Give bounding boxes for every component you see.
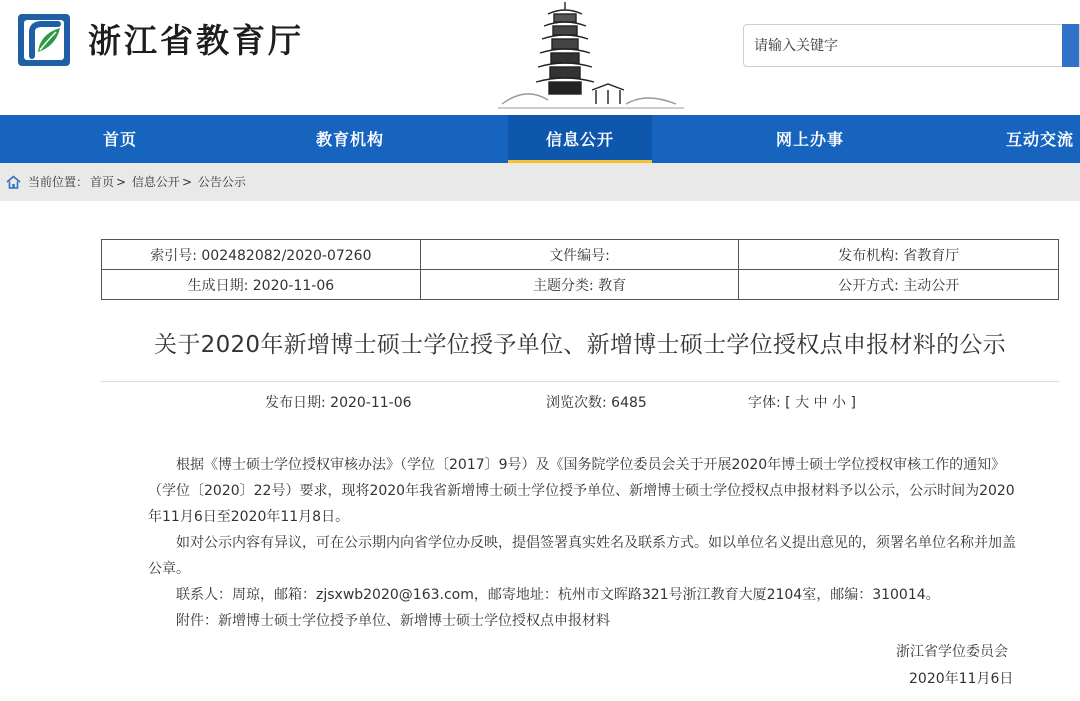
table-row	[102, 270, 1059, 300]
article-body	[148, 452, 1018, 634]
meta-created-date: 生成日期: 2020-11-06	[102, 270, 421, 300]
table-row	[102, 240, 1059, 270]
breadcrumb-prefix: 当前位置：	[28, 175, 89, 189]
site-title[interactable]: 浙江省教育厅	[88, 21, 304, 60]
attachment-link[interactable]: 附件：新增博士硕士学位授予单位、新增博士硕士学位授权点申报材料	[176, 613, 610, 629]
search-box	[743, 24, 1080, 67]
meta-index-no: 索引号: 002482082/2020-07260	[102, 240, 421, 270]
breadcrumb-link-home[interactable]: 首页	[90, 175, 115, 189]
article-title: 关于2020年新增博士硕士学位授予单位、新增博士硕士学位授权点申报材料的公示	[154, 332, 1006, 358]
meta-topic: 主题分类: 教育	[420, 270, 739, 300]
breadcrumb-bar	[0, 163, 1080, 201]
site-header	[0, 0, 1080, 115]
article-paragraph: 如对公示内容有异议，可在公示期内向省学位办反映，提倡签署真实姓名及联系方式。如以单位名义提出意见的，须署名单位名称并加盖公章。	[148, 535, 1016, 577]
nav-item-online-services[interactable]: 网上办事	[775, 130, 844, 149]
meta-doc-no: 文件编号:	[420, 240, 739, 270]
document-meta-table	[101, 239, 1059, 300]
nav-item-info-disclosure[interactable]: 信息公开	[508, 115, 652, 163]
nav-item-institutions[interactable]: 教育机构	[315, 130, 384, 149]
home-icon	[6, 175, 21, 189]
font-size-control	[748, 393, 856, 413]
view-count: 浏览次数: 6485	[546, 395, 647, 411]
font-size-bracket: ]	[850, 395, 856, 411]
sign-date: 2020年11月6日	[909, 671, 1014, 687]
breadcrumb-link-info[interactable]: 信息公开	[131, 175, 180, 189]
font-large-button[interactable]: 大	[795, 395, 810, 411]
contact-paragraph: 联系人：周琼，邮箱：zjsxwb2020@163.com，邮寄地址：杭州市文晖路321号浙江教育大厦2104室，邮编：310014。	[176, 587, 940, 603]
font-small-button[interactable]: 小	[832, 395, 846, 411]
title-divider	[101, 381, 1059, 382]
meta-open-mode: 公开方式: 主动公开	[739, 270, 1059, 300]
breadcrumb-link-notices[interactable]: 公告公示	[197, 175, 246, 189]
font-size-label: 字体: [	[748, 395, 791, 411]
article-paragraph: 根据《博士硕士学位授权审核办法》（学位〔2017〕9号）及《国务院学位委员会关于开展2020年博士硕士学位授权审核工作的通知》（学位〔2020〕22号）要求，现将2020年我省新增博士硕士学位授予单位、新增博士硕士学位授权点申报材料予以公示，公示时间为2020年11月6日至2020年11月8日。	[148, 457, 1015, 525]
meta-publisher: 发布机构: 省教育厅	[739, 240, 1059, 270]
pagoda-illustration	[496, 0, 686, 112]
publish-date: 发布日期: 2020-11-06	[265, 395, 412, 411]
search-input[interactable]	[744, 25, 1064, 66]
signer: 浙江省学位委员会	[896, 644, 1008, 660]
font-medium-button[interactable]: 中	[813, 395, 828, 411]
breadcrumb	[28, 163, 248, 201]
breadcrumb-separator: >	[116, 175, 127, 189]
main-nav	[0, 115, 1080, 163]
nav-item-home[interactable]: 首页	[102, 130, 137, 149]
nav-item-interaction[interactable]: 互动交流	[1005, 130, 1074, 149]
site-logo-icon[interactable]	[16, 8, 72, 68]
breadcrumb-separator: >	[181, 175, 192, 189]
search-button[interactable]	[1062, 24, 1079, 67]
